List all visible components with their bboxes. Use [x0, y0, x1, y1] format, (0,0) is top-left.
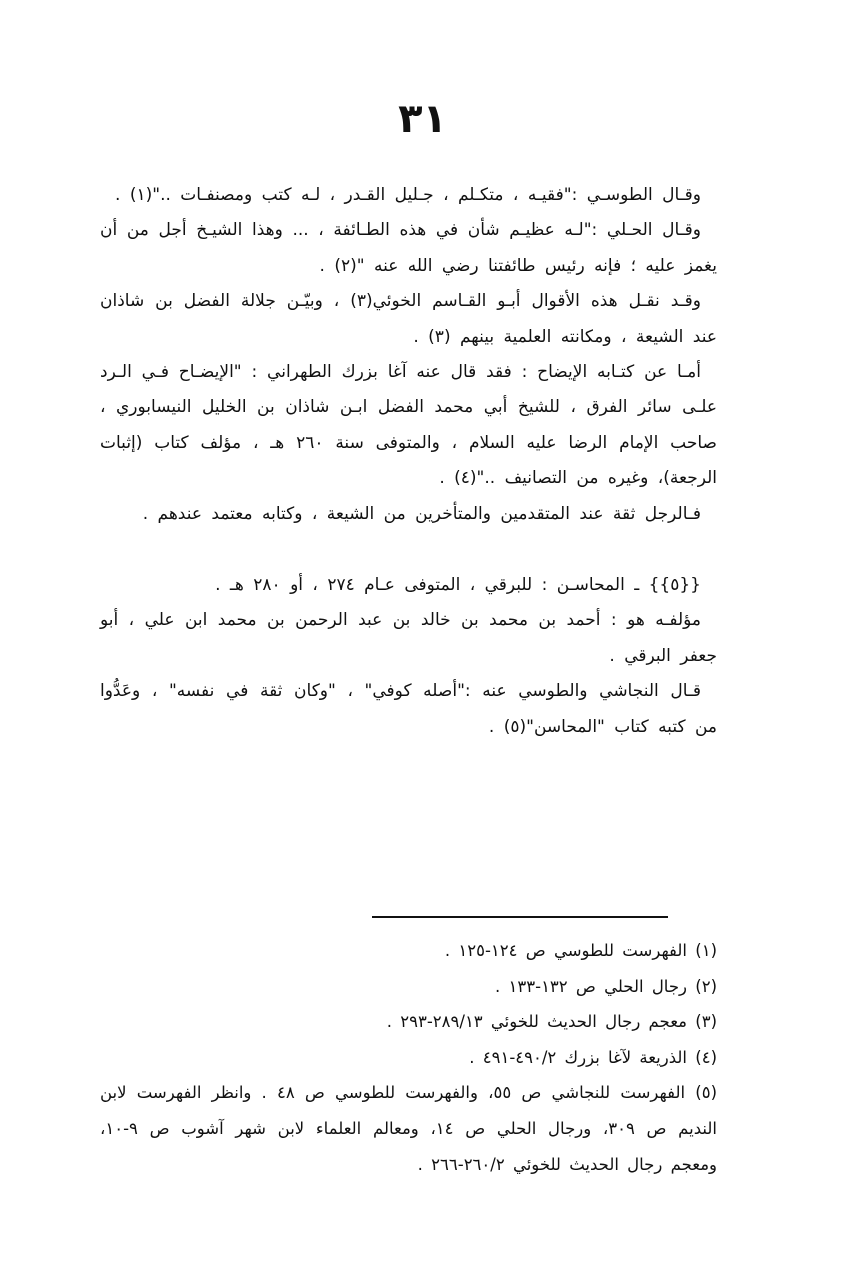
text-line: نفسه" ، وعَدُّوا من كتبه كتاب "المحاسن"(٥) .	[100, 681, 717, 737]
text-line: معتمد عندهم .	[142, 503, 253, 524]
paragraph	[100, 355, 717, 497]
text-line: ٢٨٠ هـ .	[215, 575, 281, 596]
paragraph	[100, 568, 717, 603]
text-line: الفضل بن شاذان عند الشيعة ، ومكانته العلمية بينهم (٣) .	[100, 291, 717, 347]
footnote	[100, 1004, 717, 1040]
text-line: فـالرجل ثقة عند المتقدمين والمتأخرين من الشيعة ، وكتابه	[262, 503, 701, 524]
footnote	[100, 1075, 717, 1182]
footnote-line: ٢٦٠/٢-٢٦٦ .	[417, 1154, 505, 1174]
footnote-line: (٢) رجال الحلي ص ١٣٢-١٣٣ .	[495, 976, 717, 996]
footnote	[100, 1040, 717, 1076]
text-line: قـال النجاشي والطوسي عنه :"أصله كوفي" ، "وكان ثقة في	[226, 681, 702, 702]
text-line: الشيـخ أجل من أن يغمز عليه ؛ فإنه رئيس طائفتنا رضي الله	[100, 220, 717, 276]
paragraph	[100, 603, 717, 674]
text-line: مؤلفـه هو : أحمد بن محمد بن خالد بن عبد الرحمن بن محمد	[217, 610, 702, 631]
paragraph	[100, 178, 717, 213]
text-line: أمـا عن كتـابه الإيضاح : فقد قال عنه آغا بزرك الطهراني :	[251, 362, 702, 383]
paragraph-gap	[100, 532, 717, 568]
text-line: وغيره من التصانيف .."(٤) .	[439, 468, 649, 489]
paragraph	[100, 213, 717, 284]
text-line: عنه "(٢) .	[319, 255, 399, 276]
text-line: وقـال الحـلي :"لـه عظيـم شأن في هذه الطـائفة ، ... وهذا	[252, 220, 701, 241]
footnote-line: الفهرست لابن النديم ص ٣٠٩، ورجال الحلي ص ١٤، ومعالم	[100, 1083, 717, 1138]
footnote	[100, 933, 717, 969]
paragraph	[100, 674, 717, 745]
main-text	[100, 178, 717, 745]
footnote-line: (٤) الذريعة لآغا بزرك ٤٩٠/٢-٤٩١ .	[469, 1047, 717, 1067]
text-line: ومصنفـات .."(١) .	[115, 185, 253, 205]
footnotes	[100, 933, 717, 1182]
footnote-line: (٥) الفهرست للنجاشي ص ٥٥، والفهرست للطوسي ص ٤٨ . وانظر	[211, 1083, 717, 1103]
text-line: السلام ، والمتوفى سنة ٢٦٠ هـ ، مؤلف كتاب (إثبات الرجعة)،	[100, 432, 717, 489]
text-line: "الإيضـاح فـي الـرد علـى سائر الفرق ، للشيخ أبي محمد الفضل	[100, 362, 717, 418]
text-line: {{٥}} ـ المحاسـن : للبرقي ، المتوفى عـام ٢٧٤ ، أو	[290, 575, 701, 596]
paragraph	[100, 284, 717, 355]
footnote-line: (٣) معجم رجال الحديث للخوئي ٢٨٩/١٣-٢٩٣ .	[386, 1012, 717, 1032]
footnote	[100, 969, 717, 1005]
footnote-line: العلماء لابن شهر آشوب ص ٩-١٠، ومعجم رجال الحديث للخوئي	[100, 1118, 717, 1174]
text-line: وقـال الطوسـي :"فقيـه ، متكـلم ، جـليل القـدر ، لـه كتب	[261, 185, 701, 205]
text-line: ابن علي ، أبو جعفر البرقي .	[100, 610, 717, 666]
page-number: ٣١	[398, 96, 447, 142]
footnote-divider	[372, 916, 668, 918]
footnote-line: (١) الفهرست للطوسي ص ١٢٤-١٢٥ .	[444, 941, 717, 960]
text-line: ابـن شاذان بن الخليل النيسابوري ، صاحب الإمام الرضا عليه	[100, 397, 717, 453]
text-line: وقـد نقـل هذه الأقوال أبـو القـاسم الخوئي(٣) ، وبيّـن جلالة	[240, 291, 701, 312]
paragraph	[100, 497, 717, 532]
